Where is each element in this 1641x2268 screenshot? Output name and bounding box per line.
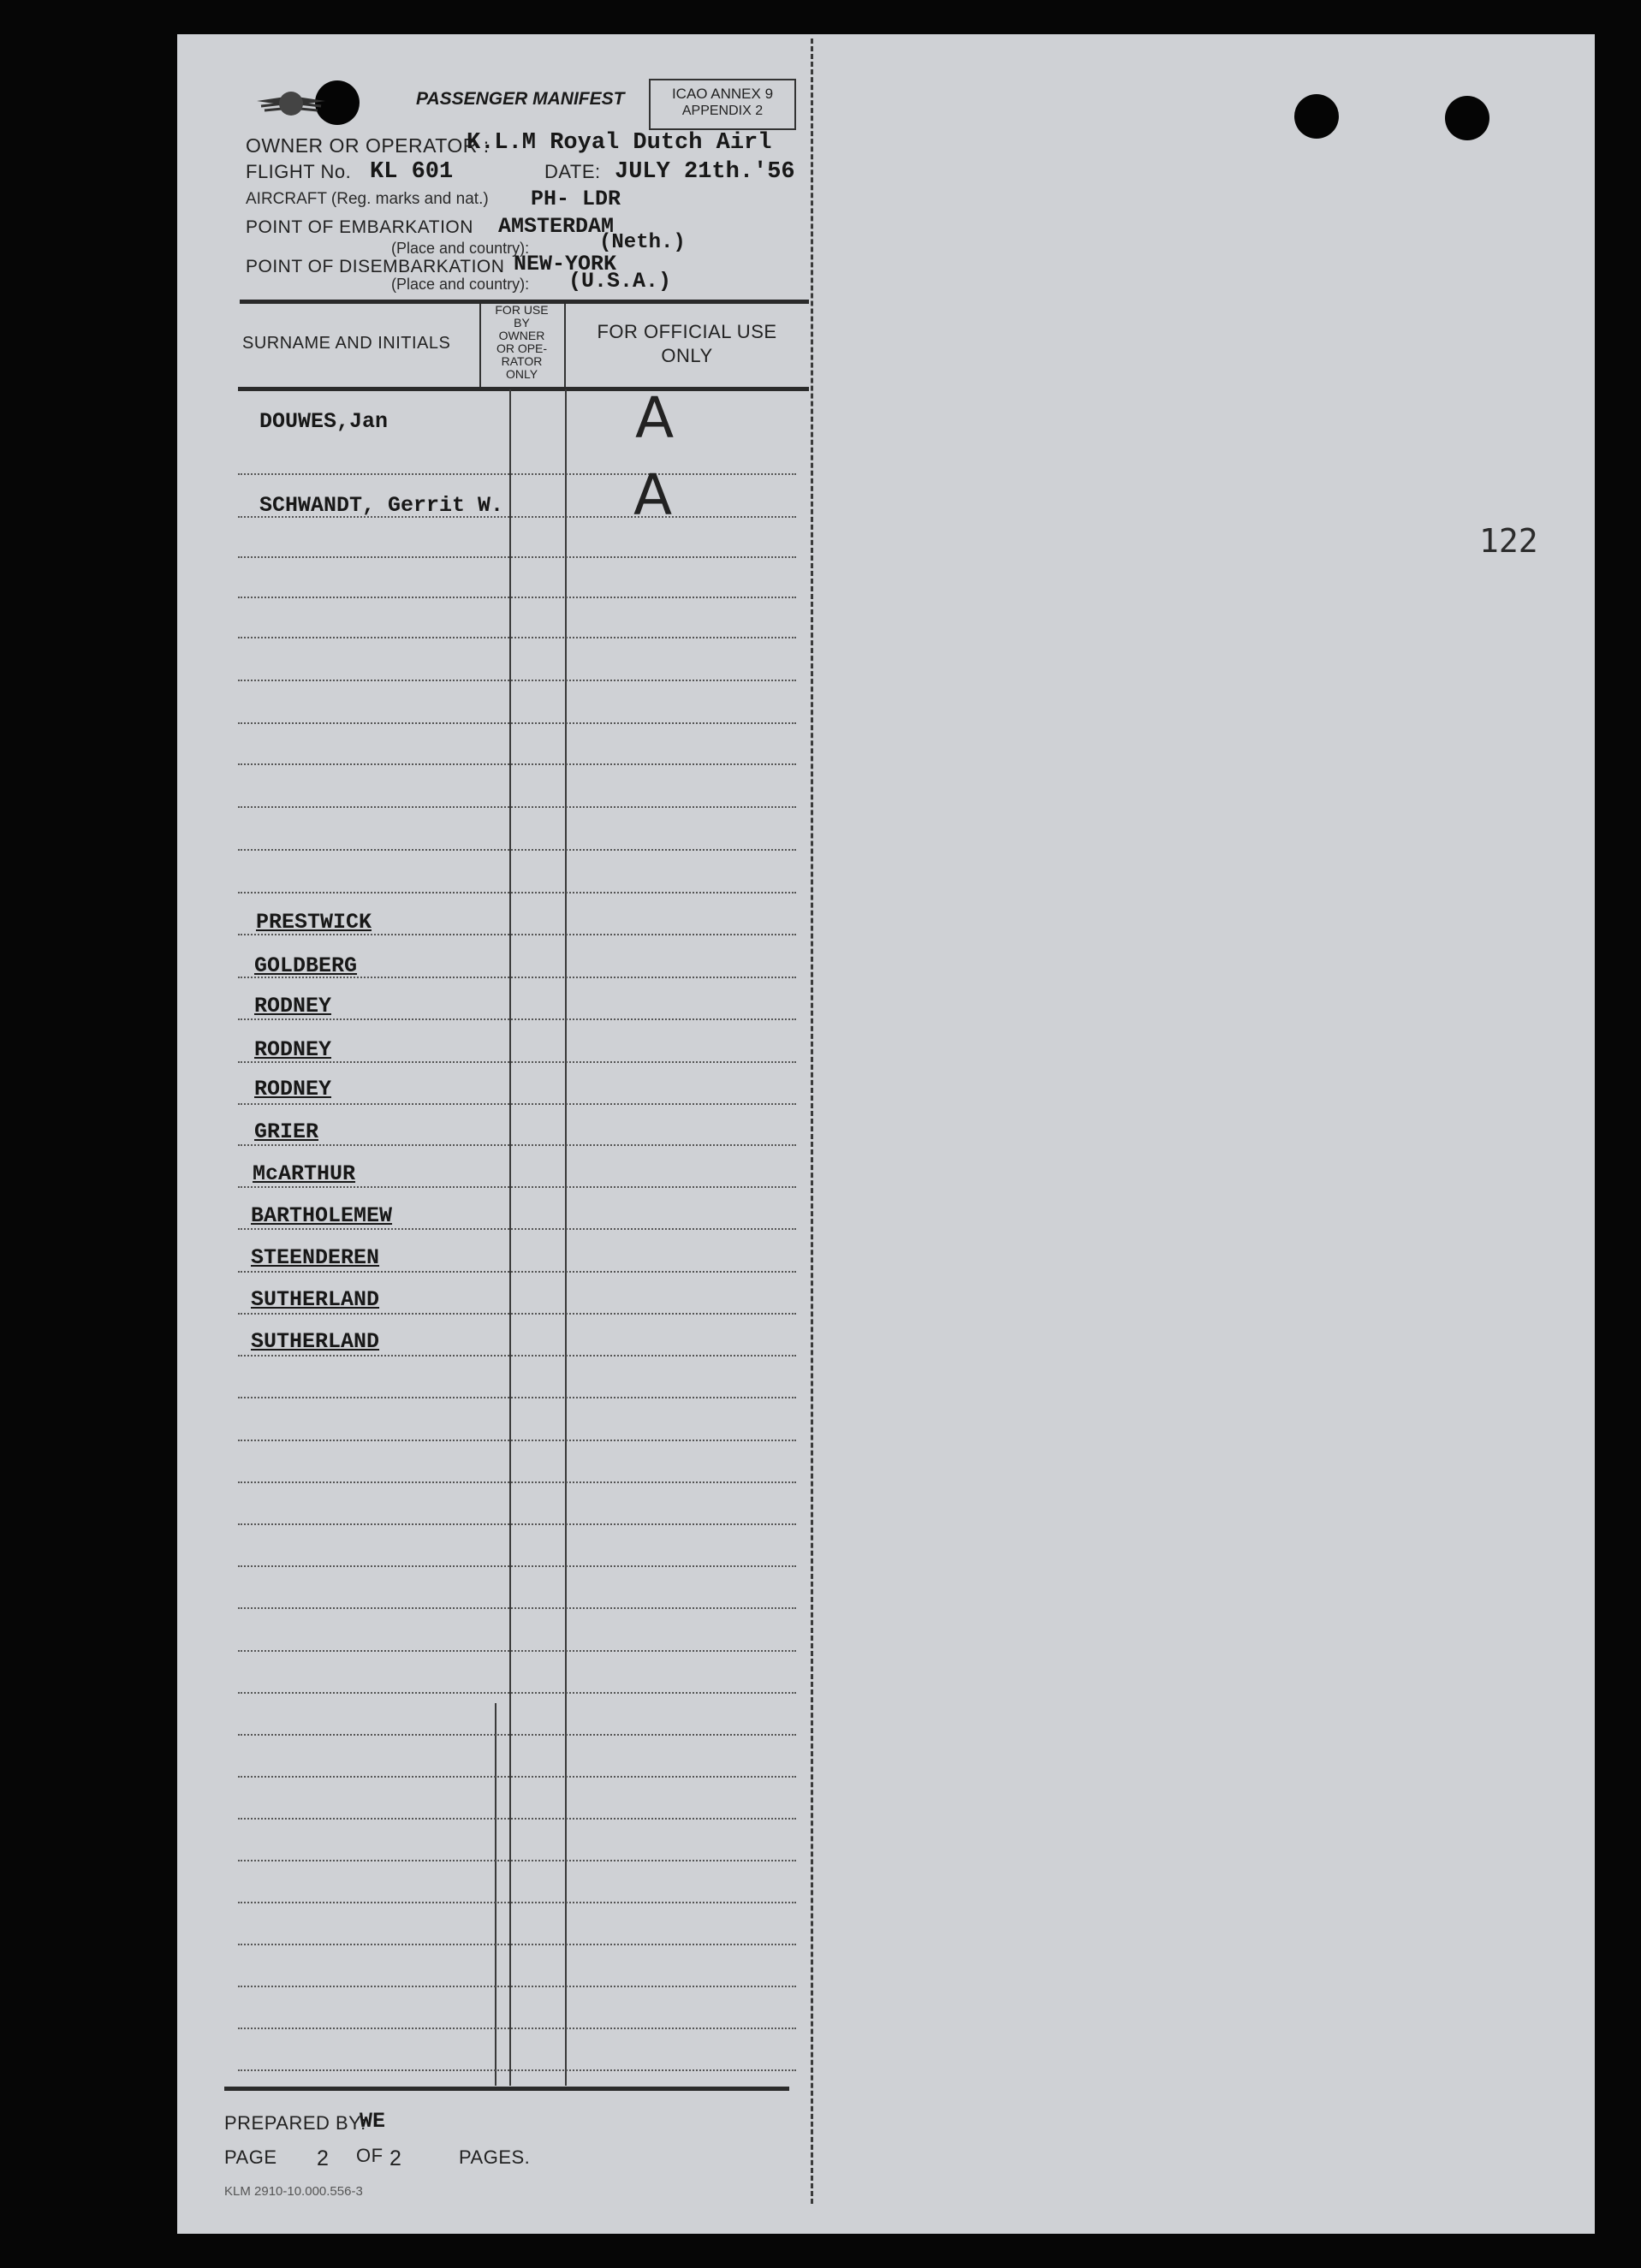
table-row-line <box>238 722 796 724</box>
table-header-rule <box>238 387 809 391</box>
table-row-line <box>238 680 796 681</box>
transit-name: STEENDEREN <box>251 1245 380 1270</box>
of-label: OF <box>356 2145 383 2166</box>
transit-name: RODNEY <box>254 1077 332 1101</box>
owner-value: K.L.M Royal Dutch Airl <box>467 130 772 156</box>
table-row-line <box>238 1144 796 1146</box>
date-label: DATE: <box>544 161 601 182</box>
table-row-line <box>238 2069 796 2071</box>
table-row-line <box>238 1440 796 1441</box>
table-row-line <box>238 1692 796 1694</box>
form-code: KLM 2910-10.000.556-3 <box>224 2184 363 2199</box>
official-mark-1: A <box>635 385 675 451</box>
transit-name: McARTHUR <box>253 1161 356 1186</box>
disembarkation-value: NEW-YORK <box>514 252 617 276</box>
table-row-line <box>238 806 796 808</box>
owner-col-line-5: RATOR <box>501 354 543 368</box>
column-surname-header: SURNAME AND INITIALS <box>242 334 451 353</box>
passenger-name-1: DOUWES,Jan <box>259 409 389 434</box>
punch-hole-right <box>1445 96 1489 140</box>
prepared-by-value: WE <box>360 2109 386 2134</box>
table-row-line <box>238 849 796 851</box>
table-row-line <box>238 1776 796 1778</box>
table-row-line <box>238 1860 796 1861</box>
table-row-line <box>238 1355 796 1357</box>
table-row-line <box>238 1313 796 1315</box>
aircraft-value: PH- LDR <box>531 187 621 211</box>
table-row-line <box>238 1228 796 1230</box>
table-row-line <box>238 1944 796 1945</box>
transit-name: RODNEY <box>254 994 332 1018</box>
table-row-line <box>238 556 796 558</box>
transit-name: GOLDBERG <box>254 953 358 978</box>
embarkation-country: (Neth.) <box>599 231 686 254</box>
table-row-line <box>238 1018 796 1020</box>
transit-name: PRESTWICK <box>256 910 372 935</box>
owner-col-line-4: OR OPE- <box>496 341 548 355</box>
pages-label: PAGES. <box>459 2146 531 2168</box>
embarkation-sublabel: (Place and country): <box>391 240 530 257</box>
annex-line-1: ICAO ANNEX 9 <box>671 86 774 102</box>
table-row-line <box>238 1271 796 1273</box>
official-col-line-1: FOR OFFICIAL USE <box>597 321 777 342</box>
annex-box <box>649 79 796 130</box>
flight-label: FLIGHT No. <box>246 161 352 182</box>
flight-value: KL 601 <box>370 159 454 185</box>
embarkation-label: POINT OF EMBARKATION <box>246 217 473 237</box>
manifest-title: PASSENGER MANIFEST <box>416 89 625 109</box>
table-row-line <box>238 1734 796 1736</box>
official-col-line-2: ONLY <box>661 345 713 366</box>
passenger-name-2: SCHWANDT, Gerrit W. <box>259 493 504 518</box>
embarkation-value: AMSTERDAM <box>498 214 615 239</box>
table-row-line <box>238 1986 796 1987</box>
table-row-line <box>238 1186 796 1188</box>
official-mark-2: A <box>633 462 673 528</box>
column-divider-owner-right <box>565 389 567 2086</box>
table-row-line <box>238 637 796 638</box>
transit-name: BARTHOLEMEW <box>251 1203 393 1228</box>
transit-name: RODNEY <box>254 1037 332 1062</box>
owner-col-line-2: BY <box>514 316 530 330</box>
aircraft-label: AIRCRAFT (Reg. marks and nat.) <box>246 190 489 208</box>
table-row-line <box>238 1818 796 1820</box>
owner-col-line-6: ONLY <box>505 367 538 381</box>
airline-logo-icon <box>253 82 330 125</box>
column-official-header <box>565 320 809 368</box>
column-owner-header <box>481 304 562 381</box>
prepared-by-label: PREPARED BY: <box>224 2112 366 2134</box>
disembarkation-country: (U.S.A.) <box>568 269 672 294</box>
owner-col-line-1: FOR USE <box>495 303 549 317</box>
page-total-field: 2 <box>389 2146 402 2170</box>
table-row-line <box>238 1397 796 1398</box>
punch-hole-mid <box>1294 94 1339 139</box>
table-row-line <box>238 473 796 475</box>
table-row-line <box>238 1607 796 1609</box>
owner-col-line-3: OWNER <box>498 329 545 342</box>
page-number-field: 2 <box>317 2146 330 2170</box>
table-row-line <box>238 1565 796 1567</box>
table-bottom-rule <box>224 2087 789 2091</box>
annex-line-2: APPENDIX 2 <box>681 104 764 118</box>
owner-label: OWNER OR OPERATOR : <box>246 134 490 157</box>
date-value: JULY 21th.'56 <box>615 159 795 185</box>
table-row-line <box>238 597 796 598</box>
table-row-line <box>238 1650 796 1652</box>
table-row-line <box>238 1523 796 1525</box>
manifest-sheet <box>177 34 1595 2234</box>
page-number-stamp: 122 <box>1479 522 1538 560</box>
table-row-line <box>238 892 796 894</box>
table-row-line <box>238 763 796 765</box>
table-row-line <box>238 1103 796 1105</box>
transit-name: SUTHERLAND <box>251 1329 380 1354</box>
transit-name: GRIER <box>254 1119 319 1144</box>
disembarkation-sublabel: (Place and country): <box>391 276 530 293</box>
table-row-line <box>238 2028 796 2029</box>
disembarkation-label: POINT OF DISEMBARKATION <box>246 257 505 276</box>
page-label: PAGE <box>224 2146 277 2168</box>
column-divider-owner-left <box>509 389 511 2086</box>
table-row-line <box>238 1902 796 1903</box>
transit-name: SUTHERLAND <box>251 1287 380 1312</box>
fold-line <box>811 39 813 2204</box>
table-row-line <box>238 1481 796 1483</box>
